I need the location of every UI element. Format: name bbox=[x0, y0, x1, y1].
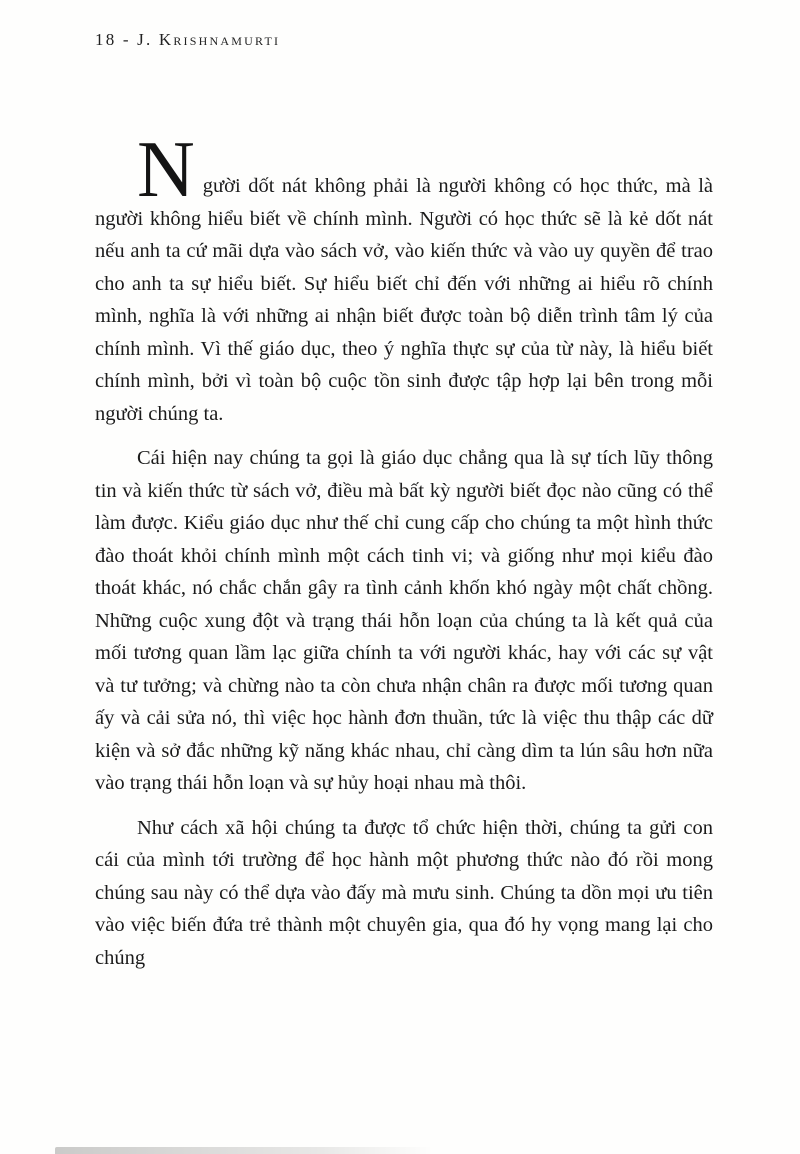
running-header: 18 - J. Krishnamurti bbox=[95, 30, 281, 49]
paragraph: Như cách xã hội chúng ta được tổ chức hiện thời, chúng ta gửi con cái của mình tới trường để học hành một phương thức nào đó rồi mong chúng sau này có thể dựa vào đấy mà mưu sinh. Chúng ta dồn mọi ưu tiên vào việc biến đứa trẻ thành một chuyên gia, qua đó hy vọng mang lại cho chúng bbox=[95, 816, 713, 969]
scan-artifact-smudge bbox=[55, 1147, 433, 1154]
paragraph bbox=[95, 126, 713, 430]
paragraph: Cái hiện nay chúng ta gọi là giáo dục chẳng qua là sự tích lũy thông tin và kiến thức từ sách vở, điều mà bất kỳ người biết đọc nào cũng có thể làm được. Kiểu giáo dục như thế chỉ cung cấp cho chúng ta một hình thức đào thoát khỏi chính mình một cách tinh vi; và giống như mọi kiểu đào thoát khác, nó chắc chắn gây ra tình cảnh khốn khó ngày một chất chồng. Những cuộc xung đột và trạng thái hỗn loạn của chúng ta là kết quả của mối tương quan lầm lạc giữa chính ta với người khác, hay với các sự vật và tư tưởng; và chừng nào ta còn chưa nhận chân ra được mối tương quan ấy và cải sửa nó, thì việc học hành đơn thuần, tức là việc thu thập các dữ kiện và sở đắc những kỹ năng khác nhau, chỉ càng dìm ta lún sâu hơn nữa vào trạng thái hỗn loạn và sự hủy hoại nhau mà thôi. bbox=[95, 447, 713, 794]
page-body bbox=[95, 126, 713, 974]
paragraph-text: gười dốt nát không phải là người không có học thức, mà là người không hiểu biết về chính mình. Người có học thức sẽ là kẻ dốt nát nếu anh ta cứ mãi dựa vào sách vở, vào kiến thức và vào uy quyền để trao cho anh ta sự hiểu biết. Sự hiểu biết chỉ đến với những ai hiểu rõ chính mình, nghĩa là với những ai nhận biết được toàn bộ diễn trình tâm lý của chính mình. Vì thế giáo dục, theo ý nghĩa thực sự của từ này, là hiểu biết chính mình, bởi vì toàn bộ cuộc tồn sinh được tập hợp lại bên trong mỗi người chúng ta. bbox=[95, 175, 713, 425]
drop-cap: N bbox=[137, 126, 195, 214]
